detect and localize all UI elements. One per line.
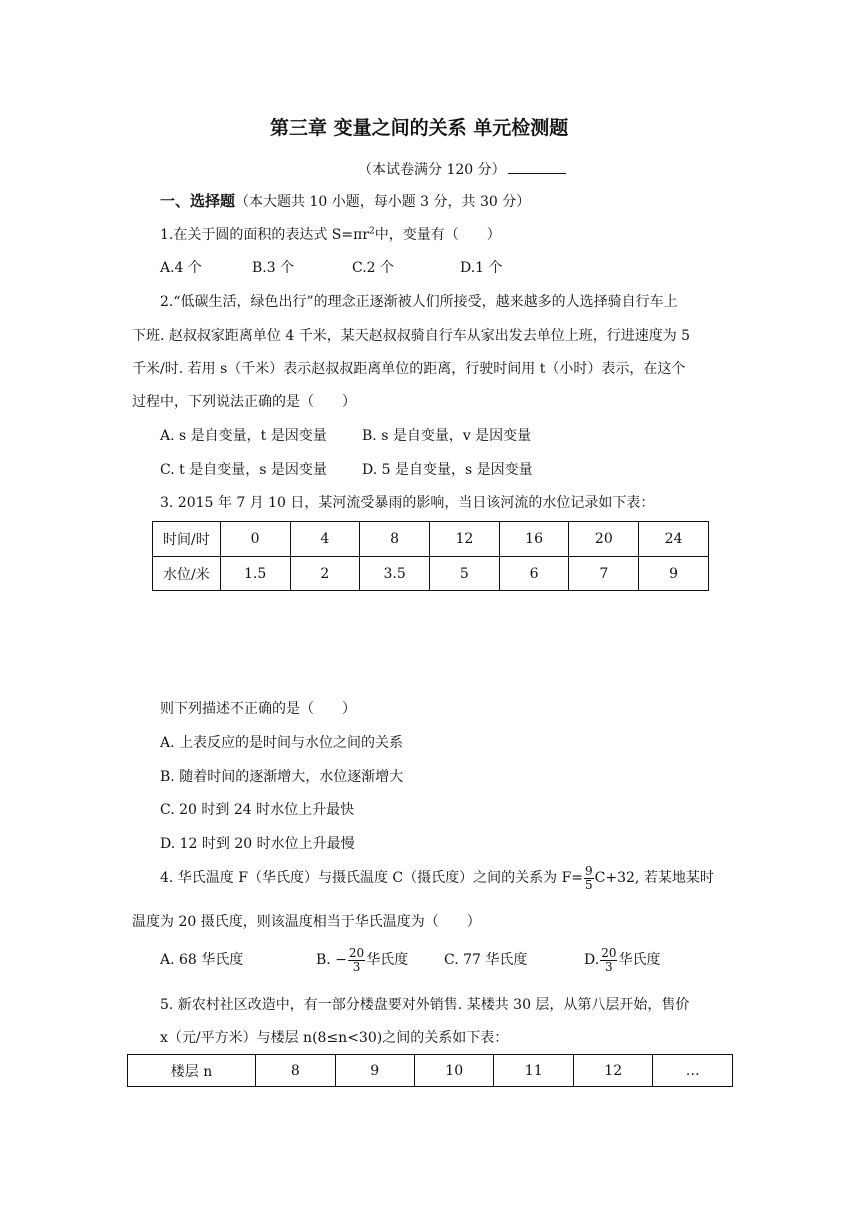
water-level-table — [152, 521, 709, 591]
section-heading — [160, 192, 530, 211]
table-cell: 2 — [290, 557, 360, 591]
q4-option-c: C. 77 华氏度 — [444, 952, 528, 968]
fraction-numerator: 20 — [348, 945, 365, 960]
section-note: （本大题共 10 小题，每小题 3 分，共 30 分） — [235, 194, 531, 210]
table-cell: 8 — [256, 1055, 335, 1087]
table-cell: 11 — [494, 1055, 574, 1087]
q2-option-a: A. s 是自变量，t 是因变量 — [160, 428, 327, 444]
table-cell: 12 — [429, 522, 499, 557]
q1-pi: π — [353, 227, 363, 243]
q4-line-1 — [160, 858, 714, 898]
q4-line-2: 温度为 20 摄氏度，则该温度相当于华氏温度为（ ） — [132, 914, 481, 930]
q4-option-d — [584, 945, 661, 974]
q1-r: r — [362, 227, 370, 243]
q4-option-d-suffix: 华氏度 — [618, 952, 661, 968]
q1-option-a: A.4 个 — [160, 260, 202, 276]
q4-options — [160, 940, 660, 980]
name-blank — [508, 159, 566, 174]
fraction-denominator: 3 — [352, 959, 361, 974]
q3-question: 则下列描述不正确的是（ ） — [160, 701, 356, 717]
table-cell: 12 — [573, 1055, 653, 1087]
fraction-denominator: 3 — [605, 959, 613, 974]
q3-option-d: D. 12 时到 20 时水位上升最慢 — [160, 836, 355, 852]
table-cell: 时间/时 — [153, 522, 221, 557]
q1-stem-a: 1.在关于圆的面积的表达式 S= — [160, 227, 354, 243]
q1-option-d: D.1 个 — [460, 260, 503, 276]
fraction-numerator: 9 — [585, 863, 593, 878]
table-cell: 7 — [569, 557, 639, 591]
page-title: 第三章 变量之间的关系 单元检测题 — [270, 117, 569, 139]
q2-option-b: B. s 是自变量，v 是因变量 — [362, 428, 532, 444]
q3-option-a: A. 上表反应的是时间与水位之间的关系 — [160, 735, 404, 751]
subtitle — [358, 159, 566, 179]
table-cell: 4 — [290, 522, 360, 557]
q2-option-c: C. t 是自变量，s 是因变量 — [160, 462, 327, 478]
q4-option-a: A. 68 华氏度 — [160, 952, 244, 968]
q5-line-1: 5. 新农村社区改造中，有一部分楼盘要对外销售. 某楼共 30 层，从第八层开始，售价 — [160, 997, 690, 1013]
q3-stem: 3. 2015 年 7 月 10 日，某河流受暴雨的影响，当日该河流的水位记录如下表： — [160, 495, 655, 511]
q2-option-d: D. 5 是自变量，s 是因变量 — [362, 462, 533, 478]
table-cell: 9 — [639, 557, 709, 591]
q4-option-d-prefix: D. — [584, 952, 600, 968]
table-cell: 20 — [569, 522, 639, 557]
table-cell: 水位/米 — [153, 557, 221, 591]
q2-line-3: 千米/时. 若用 s（千米）表示赵叔叔距离单位的距离，行驶时间用 t（小时）表示，在这个 — [132, 361, 686, 377]
section-title: 一、选择题 — [160, 192, 236, 210]
q2-line-2: 下班. 赵叔叔家距离单位 4 千米，某天赵叔叔骑自行车从家出发去单位上班，行进速度为 5 — [132, 328, 691, 344]
q4-option-b — [316, 940, 444, 980]
q4-option-b-prefix: B. − — [316, 952, 347, 968]
q4-option-b-suffix: 华氏度 — [366, 952, 409, 968]
q4-line-1-a: 4. 华氏温度 F（华氏度）与摄氏温度 C（摄氏度）之间的关系为 F= — [160, 870, 584, 886]
q2-line-1: 2.“低碳生活，绿色出行”的理念正逐渐被人们所接受，越来越多的人选择骑自行车上 — [160, 294, 678, 310]
q1-option-c: C.2 个 — [352, 260, 395, 276]
q2-line-4: 过程中，下列说法正确的是（ ） — [132, 394, 356, 410]
q4-option-d-fraction — [600, 947, 617, 974]
question-1-stem — [160, 226, 501, 244]
q5-line-2: x（元/平方米）与楼层 n(8≤n<30)之间的关系如下表： — [160, 1030, 509, 1046]
q4-option-b-fraction — [348, 947, 365, 974]
score-note: （本试卷满分 120 分） — [358, 162, 506, 178]
fraction-denominator: 5 — [585, 877, 593, 892]
table-cell: 8 — [360, 522, 430, 557]
table-cell: 楼层 n — [128, 1055, 256, 1087]
table-cell: 5 — [429, 557, 499, 591]
table-row — [153, 522, 709, 557]
table-cell: 3.5 — [360, 557, 430, 591]
table-row — [128, 1055, 733, 1087]
q4-fraction — [584, 865, 594, 892]
table-cell: 10 — [414, 1055, 494, 1087]
q3-option-b: B. 随着时间的逐渐增大，水位逐渐增大 — [160, 769, 404, 785]
table-cell: 1.5 — [220, 557, 290, 591]
q1-exponent: 2 — [369, 226, 375, 237]
table-cell: 0 — [220, 522, 290, 557]
table-cell: … — [653, 1055, 733, 1087]
table-cell: 9 — [335, 1055, 414, 1087]
table-cell: 16 — [499, 522, 569, 557]
price-table — [127, 1054, 733, 1087]
q4-line-1-b: C+32, 若某地某时 — [594, 870, 714, 886]
fraction-numerator: 20 — [601, 945, 617, 960]
table-cell: 24 — [639, 522, 709, 557]
table-cell: 6 — [499, 557, 569, 591]
table-row — [153, 557, 709, 591]
q3-option-c: C. 20 时到 24 时水位上升最快 — [160, 802, 355, 818]
q1-stem-b: 中，变量有（ ） — [374, 227, 501, 243]
q1-option-b: B.3 个 — [252, 260, 295, 276]
